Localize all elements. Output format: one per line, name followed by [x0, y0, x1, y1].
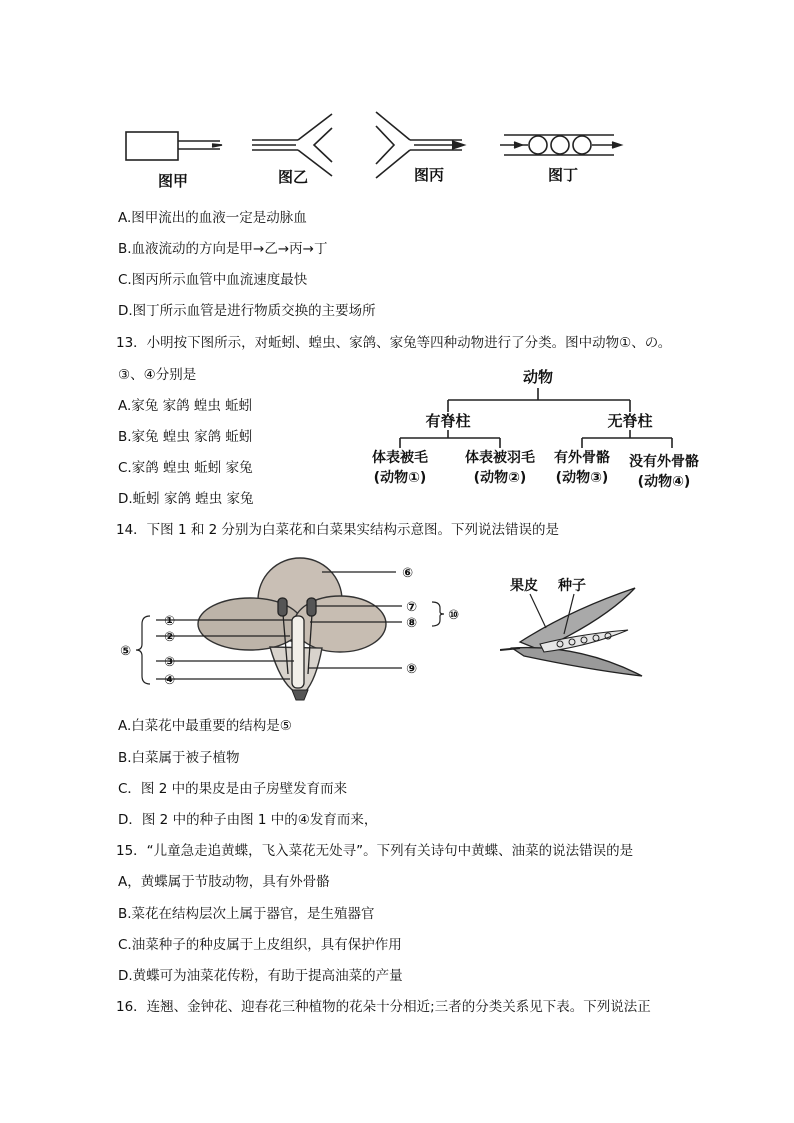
cabbage-fruit-diagram [500, 570, 660, 682]
flower-pistil [292, 616, 304, 688]
tree-branch-invertebrate: 无脊柱 [607, 412, 653, 430]
q13-option-d: D.蚯蚓 家鸽 蝗虫 家兔 [118, 491, 254, 507]
q15-stem: 15．“儿童急走追黄蝶，飞入菜花无处寻”。下列有关诗句中黄蝶、油菜的说法错误的是 [116, 843, 634, 859]
tree-leaf-2-line2: (动物②) [473, 470, 527, 486]
vessel-label-jia: 图甲 [158, 172, 189, 190]
flower-marker-5: ⑤ [120, 644, 132, 659]
tree-leaf-1-line1: 体表被毛 [372, 450, 428, 466]
q12-option-b: B.血液流动的方向是甲→乙→丙→丁 [118, 241, 328, 257]
q14-stem: 14．下图 1 和 2 分别为白菜花和白菜果实结构示意图。下列说法错误的是 [116, 522, 560, 538]
tree-leaf-4-line2: (动物④) [637, 474, 691, 490]
q15-option-d: D.黄蝶可为油菜花传粉，有助于提高油菜的产量 [118, 968, 403, 984]
fruit-pod-lower [512, 648, 642, 676]
q14-option-b: B.白菜属于被子植物 [118, 750, 240, 766]
q12-option-c: C.图丙所示血管中血流速度最快 [118, 272, 308, 288]
flower-marker-6: ⑥ [402, 566, 414, 581]
q14-option-d: D．图 2 中的种子由图 1 中的④发育而来， [118, 812, 378, 828]
q13-option-b: B.家兔 蝗虫 家鸽 蚯蚓 [118, 429, 253, 445]
tree-branch-vertebrate: 有脊柱 [425, 412, 471, 430]
vessel-ding [500, 135, 621, 155]
q12-option-d: D.图丁所示血管是进行物质交换的主要场所 [118, 303, 376, 319]
flower-marker-1: ① [164, 614, 176, 629]
flower-marker-3: ③ [164, 655, 176, 670]
q16-stem: 16．连翘、金钟花、迎春花三种植物的花朵十分相近;三者的分类关系见下表。下列说法正 [116, 999, 651, 1015]
vessel-label-yi: 图乙 [278, 168, 309, 186]
q13-option-a: A.家兔 家鸽 蝗虫 蚯蚓 [118, 398, 253, 414]
vessel-yi [252, 114, 332, 176]
q14-option-a: A.白菜花中最重要的结构是⑤ [118, 718, 292, 734]
flower-marker-10: ⑩ [448, 608, 460, 623]
flower-marker-9: ⑨ [406, 662, 418, 677]
q15-option-c: C.油菜种子的种皮属于上皮组织，具有保护作用 [118, 937, 402, 953]
fruit-label-pericarp: 果皮 [510, 578, 538, 594]
q13-option-c: C.家鸽 蝗虫 蚯蚓 家兔 [118, 460, 253, 476]
flower-marker-8: ⑧ [406, 616, 418, 631]
q13-stem-line1: 13．小明按下图所示，对蚯蚓、蝗虫、家鸽、家兔等四种动物进行了分类。图中动物①、の。 [116, 335, 672, 351]
q15-option-b: B.菜花在结构层次上属于器官，是生殖器官 [118, 906, 375, 922]
flower-marker-2: ② [164, 630, 176, 645]
tree-leaf-1-line2: (动物①) [373, 470, 427, 486]
flower-stalk [292, 690, 308, 700]
vessel-jia [126, 132, 222, 160]
tree-leaf-4-line1: 没有外骨骼 [629, 454, 699, 470]
flower-marker-4: ④ [164, 673, 176, 688]
q13-stem-line2: ③、④分别是 [118, 367, 197, 383]
q14-option-c: C．图 2 中的果皮是由子房壁发育而来 [118, 781, 348, 797]
q15-option-a: A，黄蝶属于节肢动物，具有外骨骼 [118, 874, 330, 890]
vessel-label-ding: 图丁 [548, 166, 579, 184]
fruit-label-seed: 种子 [558, 578, 586, 594]
blood-vessel-figure [118, 100, 628, 192]
flower-marker-7: ⑦ [406, 600, 418, 615]
vessel-label-bing: 图丙 [414, 166, 445, 184]
tree-root: 动物 [522, 368, 554, 386]
tree-leaf-2-line1: 体表被羽毛 [465, 450, 535, 466]
animal-classification-tree [360, 362, 710, 498]
tree-leaf-3-line1: 有外骨骼 [554, 450, 610, 466]
q12-option-a: A.图甲流出的血液一定是动脉血 [118, 210, 307, 226]
cabbage-flower-diagram [120, 552, 470, 704]
tree-leaf-3-line2: (动物③) [555, 470, 609, 486]
